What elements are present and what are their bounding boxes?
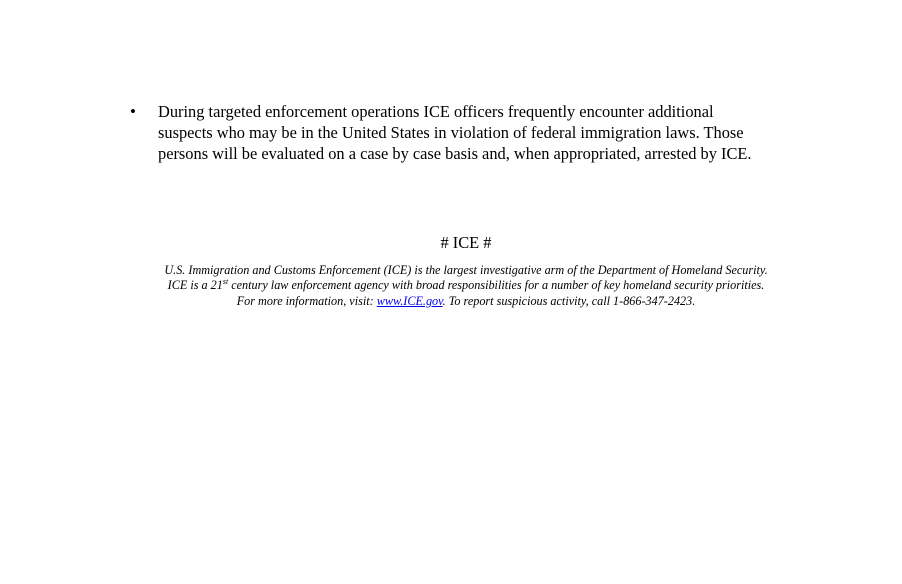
ordinal-suffix: st bbox=[222, 277, 229, 287]
footer-line-3 bbox=[0, 294, 902, 309]
bullet-item bbox=[130, 101, 830, 164]
boilerplate-footer bbox=[0, 263, 902, 309]
footer-line-2-start: ICE is a 21 bbox=[167, 278, 223, 293]
bullet-icon: • bbox=[130, 102, 136, 121]
footer-line-2-end: century law enforcement agency with broad responsibilities for a number of key homeland security priorities. bbox=[228, 278, 765, 293]
footer-line-3-end: . To report suspicious activity, call 1-866-347-2423. bbox=[442, 293, 696, 308]
footer-line-3-start: For more information, visit: bbox=[236, 293, 377, 308]
footer-line-2 bbox=[0, 278, 902, 293]
bullet-line: suspects who may be in the United States in violation of federal immigration laws. Those bbox=[158, 123, 744, 142]
footer-line-1: U.S. Immigration and Customs Enforcement (ICE) is the largest investigative arm of the Department of Homeland Security. bbox=[164, 263, 768, 277]
ice-website-link[interactable]: www.ICE.gov bbox=[376, 293, 443, 308]
bullet-line: persons will be evaluated on a case by case basis and, when appropriated, arrested by ICE. bbox=[158, 144, 752, 163]
bullet-paragraph bbox=[158, 101, 830, 164]
end-mark: # ICE # bbox=[440, 233, 492, 252]
bullet-line: During targeted enforcement operations ICE officers frequently encounter additional bbox=[158, 102, 714, 121]
